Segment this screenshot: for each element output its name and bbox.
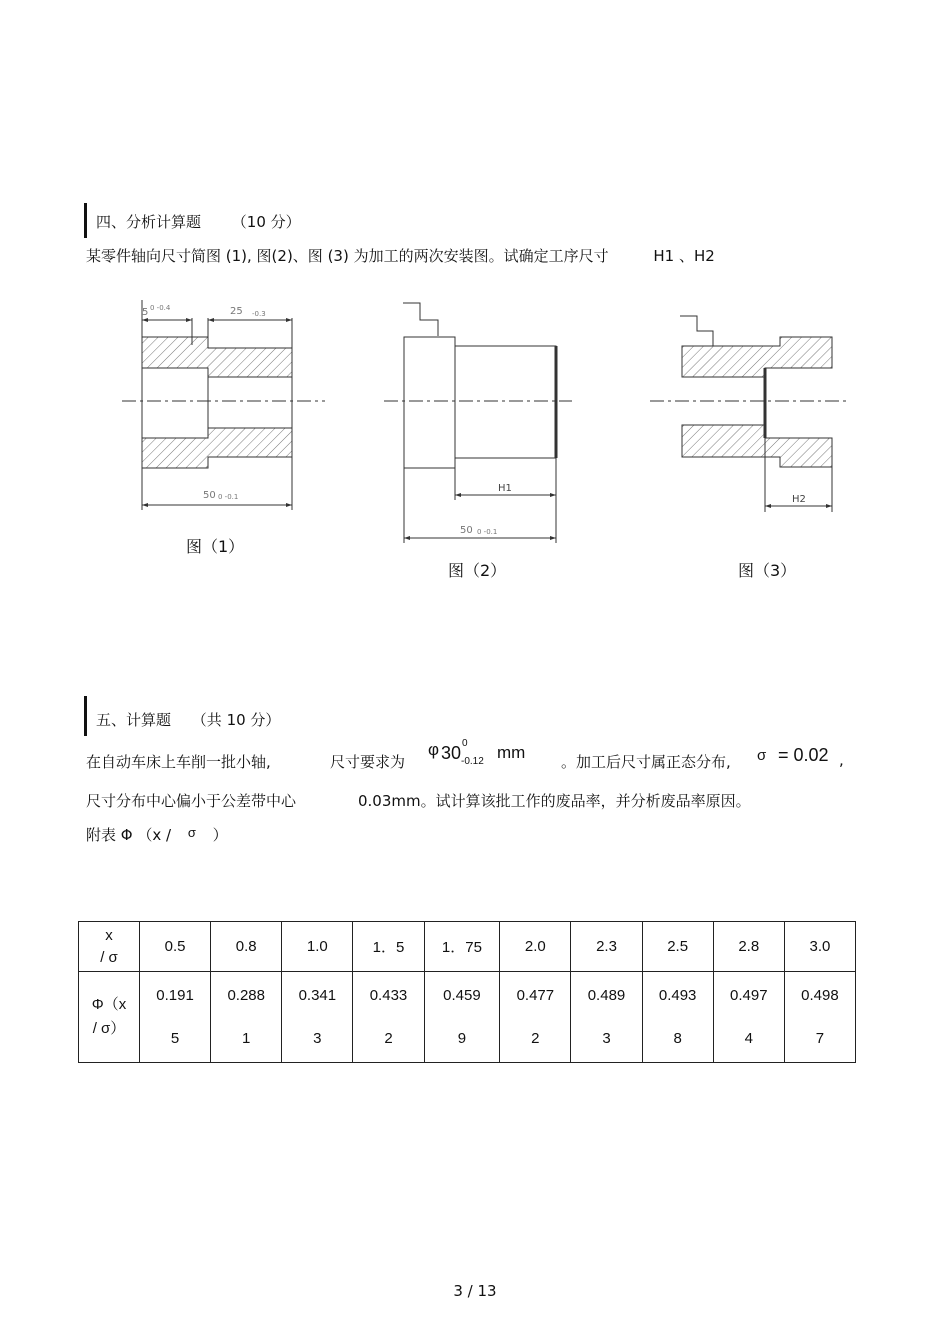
phi-value-top: 0.498 — [801, 987, 839, 1004]
fig2-caption: 图（2） — [448, 561, 507, 580]
table-cell-phi — [713, 972, 784, 1063]
x-value: 2.0 — [524, 938, 546, 955]
x-value: 1.0 — [306, 938, 328, 955]
section4-points: （10 分） — [231, 213, 301, 231]
header-x-line2: / σ — [100, 948, 118, 966]
tolerance-expression — [428, 738, 558, 774]
table-cell-phi — [424, 972, 500, 1063]
fig3-caption: 图（3） — [738, 561, 797, 580]
section5-points: （共 10 分） — [191, 711, 281, 729]
section5-title — [96, 709, 280, 730]
phi-table — [78, 921, 856, 1063]
section5-title-text: 五、计算题 — [96, 711, 172, 729]
figure-2 — [384, 303, 572, 543]
table-cell-x — [424, 922, 500, 972]
fig1-caption: 图（1） — [186, 537, 245, 556]
phi-value-top: 0.493 — [658, 987, 697, 1004]
appendix-label — [86, 824, 228, 845]
section4-question-text: 某零件轴向尺寸简图 (1), 图(2)、图 (3) 为加工的两次安装图。试确定工序尺寸 — [86, 247, 609, 265]
appendix-text-b: ） — [212, 826, 228, 844]
x-value: 2.3 — [596, 938, 617, 955]
phi-value-top: 0.433 — [369, 987, 408, 1004]
appendix-text-a: 附表 Φ （x / — [86, 826, 172, 844]
upper-deviation: 0 — [462, 738, 468, 749]
fig1-dim-top-left: 5 — [142, 307, 149, 318]
sigma-value: = 0.02 — [778, 745, 829, 765]
header-x-line1: x — [105, 926, 113, 944]
figure-1 — [122, 300, 325, 510]
section5-line1-a: 在自动车床上车削一批小轴, — [86, 753, 271, 771]
section5-bar — [84, 696, 87, 736]
table-cell-phi — [784, 972, 855, 1063]
phi-value-bottom: 2 — [384, 1030, 393, 1047]
fig1-dim-top-right: 25 — [230, 306, 243, 317]
section5-line1-end: , — [839, 751, 844, 769]
table-cell-phi — [642, 972, 713, 1063]
phi-value-top: 0.288 — [227, 987, 265, 1004]
table-cell-x — [500, 922, 571, 972]
table-cell-x — [713, 922, 784, 972]
fig1-dim-top-left-tol: 0 -0.4 — [150, 304, 171, 312]
phi-value-bottom: 5 — [170, 1030, 180, 1047]
x-value: 0.5 — [164, 938, 186, 955]
table-cell-x — [571, 922, 642, 972]
phi-value-top: 0.497 — [730, 987, 768, 1004]
fig2-label-h1: H1 — [498, 483, 512, 494]
table-header-x — [79, 922, 140, 972]
table-cell-x — [642, 922, 713, 972]
phi-value-bottom: 9 — [457, 1030, 467, 1047]
phi-value-top: 0.459 — [443, 987, 481, 1004]
section5-line1-b: 尺寸要求为 — [330, 753, 406, 771]
section4-title-text: 四、分析计算题 — [96, 213, 202, 231]
fig1-dim-bottom-tol: 0 -0.1 — [218, 493, 239, 501]
figure-3 — [650, 316, 850, 512]
phi-value-top: 0.477 — [516, 987, 555, 1004]
section4-targets: H1 、H2 — [653, 247, 715, 265]
table-cell-x — [353, 922, 424, 972]
header-phi-line2: / σ） — [92, 1020, 126, 1037]
phi-value-bottom: 1 — [242, 1030, 251, 1047]
sigma-symbol: σ — [757, 747, 767, 764]
table-cell-phi — [500, 972, 571, 1063]
x-value: 3.0 — [809, 938, 831, 955]
header-phi-line1: Φ（x — [91, 996, 127, 1013]
x-value: 0.8 — [235, 938, 257, 955]
section5-line1-c: 。加工后尺寸属正态分布, — [561, 753, 731, 771]
lower-deviation: -0.12 — [461, 756, 484, 767]
section5-line2-b: 0.03mm。试计算该批工作的废品率，并分析废品率原因。 — [358, 792, 751, 810]
phi-value-bottom: 7 — [815, 1030, 825, 1047]
table-cell-phi — [282, 972, 353, 1063]
phi-value-bottom: 4 — [744, 1030, 753, 1047]
unit-mm: mm — [497, 743, 526, 762]
table-header-phi — [79, 972, 140, 1063]
x-value: 1．75 — [441, 939, 482, 956]
phi-value-top: 0.341 — [298, 987, 337, 1004]
phi-value-bottom: 2 — [531, 1030, 540, 1047]
appendix-sigma: σ — [187, 825, 196, 840]
table-cell-phi — [571, 972, 642, 1063]
table-cell-x — [282, 922, 353, 972]
figures-svg — [0, 0, 950, 600]
fig2-dim-bottom: 50 — [460, 525, 473, 536]
table-cell-x — [784, 922, 855, 972]
table-cell-x — [211, 922, 282, 972]
section5-line2-a: 尺寸分布中心偏小于公差带中心 — [86, 792, 297, 810]
nominal-size: 30 — [441, 743, 462, 763]
phi-value-bottom: 8 — [673, 1030, 682, 1047]
section5-line1 — [86, 751, 271, 772]
fig1-dim-bottom: 50 — [203, 490, 216, 501]
table-cell-x — [140, 922, 211, 972]
table-cell-phi — [140, 972, 211, 1063]
section5-line2 — [86, 790, 296, 811]
table-cell-phi — [211, 972, 282, 1063]
x-value: 2.5 — [667, 938, 689, 955]
phi-value-bottom: 3 — [602, 1030, 611, 1047]
table-row-x — [79, 922, 856, 972]
table-row-phi — [79, 972, 856, 1063]
phi-value-top: 0.191 — [156, 987, 194, 1004]
x-value: 2.8 — [738, 938, 760, 955]
fig3-label-h2: H2 — [792, 494, 806, 505]
page-number: 3 / 13 — [453, 1282, 497, 1300]
phi-value-top: 0.489 — [587, 987, 626, 1004]
phi-symbol: φ — [428, 740, 440, 759]
x-value: 1．5 — [372, 939, 405, 956]
phi-value-bottom: 3 — [313, 1030, 322, 1047]
table-cell-phi — [353, 972, 424, 1063]
fig1-dim-top-right-tol: -0.3 — [252, 310, 266, 318]
fig2-dim-bottom-tol: 0 -0.1 — [477, 528, 498, 536]
